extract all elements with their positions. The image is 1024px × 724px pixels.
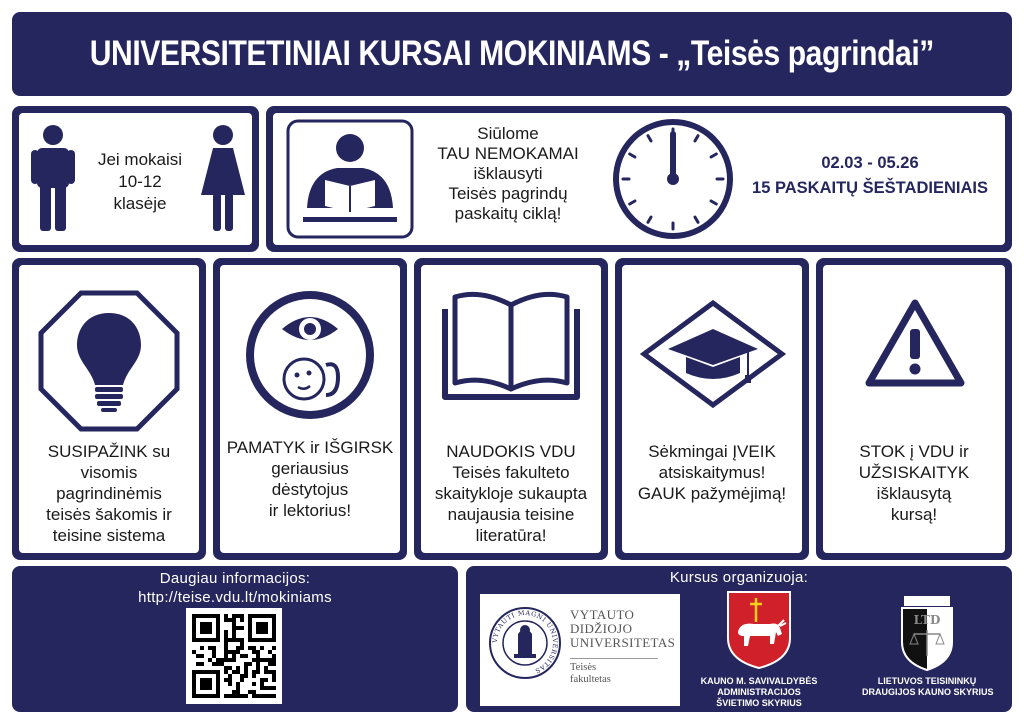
qr-module bbox=[244, 670, 248, 674]
offer-panel bbox=[266, 106, 1012, 252]
qr-module bbox=[260, 682, 264, 686]
qr-module bbox=[248, 690, 252, 694]
info-text bbox=[12, 569, 458, 607]
warning-icon bbox=[863, 297, 967, 389]
qr-module bbox=[272, 654, 276, 658]
card-line: atsiskaitymus! bbox=[658, 463, 766, 482]
qr-module bbox=[268, 658, 272, 662]
qr-module bbox=[232, 638, 236, 642]
ltd-caption bbox=[862, 676, 992, 698]
qr-module bbox=[236, 690, 240, 694]
qr-module bbox=[256, 694, 260, 698]
vdu-divider bbox=[570, 658, 658, 659]
qr-module bbox=[224, 666, 228, 670]
qr-module bbox=[228, 694, 232, 698]
qr-module bbox=[228, 638, 232, 642]
vdu-faculty bbox=[570, 662, 611, 686]
qr-module bbox=[212, 646, 216, 650]
qr-module bbox=[264, 658, 268, 662]
qr-module bbox=[224, 642, 228, 646]
qr-module bbox=[200, 622, 212, 634]
qr-module bbox=[252, 646, 256, 650]
offer-line: paskaitų ciklą! bbox=[454, 204, 562, 223]
qr-module bbox=[232, 650, 236, 654]
vdu-faculty-line: Teisės bbox=[570, 662, 597, 673]
qr-module bbox=[272, 670, 276, 674]
card-see-hear bbox=[213, 258, 407, 560]
qr-module bbox=[260, 658, 264, 662]
vdu-seal-icon bbox=[488, 606, 562, 680]
qr-module bbox=[216, 662, 220, 666]
qr-module bbox=[240, 654, 244, 658]
qr-module bbox=[228, 674, 232, 678]
qr-module bbox=[252, 682, 256, 686]
card-line: visomis bbox=[80, 463, 138, 482]
audience-panel bbox=[12, 106, 259, 252]
qr-module bbox=[224, 654, 228, 658]
qr-module bbox=[244, 666, 248, 670]
ltd-emblem-text: LTD bbox=[913, 613, 941, 627]
card-line: STOK į VDU ir bbox=[859, 442, 969, 461]
qr-module bbox=[236, 686, 240, 690]
male-figure-icon bbox=[31, 123, 75, 233]
qr-module bbox=[236, 638, 240, 642]
qr-module bbox=[256, 650, 260, 654]
qr-module bbox=[232, 626, 236, 630]
card-line: teisine sistema bbox=[52, 526, 166, 545]
qr-module bbox=[268, 694, 272, 698]
qr-module bbox=[196, 654, 200, 658]
qr-module bbox=[228, 678, 232, 682]
qr-module bbox=[224, 646, 228, 650]
ltd-line: DRAUGIJOS KAUNO SKYRIUS bbox=[862, 687, 994, 697]
qr-module bbox=[224, 678, 228, 682]
card-text bbox=[827, 441, 1001, 525]
card-line: dėstytojus bbox=[271, 480, 349, 499]
card-enroll bbox=[816, 258, 1012, 560]
qr-module bbox=[228, 618, 232, 622]
qr-module bbox=[232, 634, 236, 638]
qr-module bbox=[224, 694, 228, 698]
qr-module bbox=[224, 650, 228, 654]
card-line: geriausius bbox=[271, 459, 349, 478]
lightbulb-icon bbox=[37, 289, 181, 433]
schedule-sessions: 15 PASKAITŲ ŠEŠTADIENIAIS bbox=[752, 179, 988, 197]
qr-module bbox=[192, 650, 196, 654]
qr-module bbox=[236, 650, 240, 654]
qr-module bbox=[232, 658, 236, 662]
card-line: Sėkmingai ĮVEIK bbox=[648, 442, 776, 461]
page-title: UNIVERSITETINIAI KURSAI MOKINIAMS - „Teisės pagrindai” bbox=[89, 34, 935, 73]
info-label: Daugiau informacijos: bbox=[159, 570, 311, 587]
qr-module bbox=[236, 682, 240, 686]
vdu-name bbox=[570, 608, 675, 650]
qr-module bbox=[240, 678, 244, 682]
qr-module bbox=[272, 678, 276, 682]
qr-module bbox=[264, 678, 268, 682]
qr-module bbox=[268, 670, 272, 674]
qr-module bbox=[224, 618, 228, 622]
info-panel bbox=[12, 566, 458, 712]
card-line: Teisės fakulteto bbox=[452, 463, 570, 482]
qr-module bbox=[264, 666, 268, 670]
qr-module bbox=[272, 646, 276, 650]
qr-module bbox=[212, 654, 216, 658]
qr-module bbox=[264, 694, 268, 698]
qr-module bbox=[216, 658, 220, 662]
qr-module bbox=[232, 694, 236, 698]
ltd-emblem-icon bbox=[898, 594, 956, 672]
qr-module bbox=[260, 678, 264, 682]
qr-module bbox=[244, 654, 248, 658]
offer-line: Siūlome bbox=[477, 124, 539, 143]
qr-module bbox=[260, 646, 264, 650]
qr-module bbox=[252, 690, 256, 694]
qr-module bbox=[252, 650, 256, 654]
offer-line: TAU NEMOKAMAI bbox=[437, 144, 579, 163]
qr-module bbox=[232, 614, 236, 618]
qr-module bbox=[260, 686, 264, 690]
card-line: kursą! bbox=[890, 505, 938, 524]
card-line: naujausia teisine bbox=[447, 505, 575, 524]
card-library bbox=[414, 258, 608, 560]
card-line: SUSIPAŽINK su bbox=[47, 442, 171, 461]
card-learn bbox=[12, 258, 206, 560]
qr-module bbox=[268, 662, 272, 666]
organizers-panel bbox=[466, 566, 1012, 712]
vdu-name-line: DIDŽIOJO bbox=[570, 621, 633, 636]
audience-line: Jei mokaisi bbox=[97, 150, 183, 169]
kaunas-line: KAUNO M. SAVIVALDYBĖS bbox=[700, 676, 818, 686]
qr-module bbox=[228, 666, 232, 670]
qr-module bbox=[236, 670, 240, 674]
ltd-line: LIETUVOS TEISININKŲ bbox=[877, 676, 977, 686]
graduation-cap-icon bbox=[640, 299, 786, 409]
qr-module bbox=[256, 658, 260, 662]
qr-module bbox=[252, 694, 256, 698]
qr-module bbox=[256, 670, 260, 674]
qr-module bbox=[268, 686, 272, 690]
card-line: UŽSISKAITYK bbox=[858, 463, 970, 482]
kaunas-line: ADMINISTRACIJOS bbox=[717, 687, 801, 697]
qr-module bbox=[244, 674, 248, 678]
card-line: pagrindinėmis bbox=[56, 484, 162, 503]
qr-module bbox=[240, 642, 244, 646]
qr-module bbox=[224, 614, 228, 618]
card-text bbox=[23, 441, 195, 546]
qr-module bbox=[252, 658, 256, 662]
qr-module bbox=[200, 678, 212, 690]
info-url-link[interactable]: http://teise.vdu.lt/mokiniams bbox=[138, 589, 332, 606]
qr-module bbox=[248, 662, 252, 666]
qr-module bbox=[236, 626, 240, 630]
qr-module bbox=[232, 630, 236, 634]
qr-module bbox=[260, 694, 264, 698]
vdu-logo bbox=[480, 594, 680, 706]
qr-module bbox=[224, 658, 228, 662]
card-certificate bbox=[615, 258, 809, 560]
qr-module bbox=[248, 646, 252, 650]
qr-module bbox=[244, 662, 248, 666]
qr-module bbox=[272, 686, 276, 690]
qr-module bbox=[264, 670, 268, 674]
qr-module bbox=[240, 618, 244, 622]
qr-module bbox=[240, 646, 244, 650]
qr-module bbox=[220, 662, 224, 666]
vdu-seal-text: VYTAUTI MAGNI UNIVERSITAS bbox=[490, 608, 560, 676]
vdu-name-line: UNIVERSITETAS bbox=[570, 635, 676, 650]
qr-module bbox=[212, 650, 216, 654]
qr-module bbox=[208, 658, 212, 662]
female-figure-icon bbox=[199, 123, 247, 233]
qr-module bbox=[228, 658, 232, 662]
card-text bbox=[425, 441, 597, 546]
qr-module bbox=[232, 690, 236, 694]
qr-module bbox=[236, 614, 240, 618]
qr-module bbox=[264, 686, 268, 690]
qr-module bbox=[232, 622, 236, 626]
qr-module bbox=[208, 646, 212, 650]
qr-module bbox=[196, 662, 200, 666]
qr-module bbox=[220, 658, 224, 662]
audience-line: 10-12 bbox=[118, 172, 162, 191]
qr-module bbox=[232, 670, 236, 674]
qr-module bbox=[272, 674, 276, 678]
reader-icon bbox=[285, 118, 415, 240]
qr-module bbox=[272, 694, 276, 698]
open-book-icon bbox=[441, 287, 581, 407]
card-line: NAUDOKIS VDU bbox=[446, 442, 576, 461]
kaunas-caption bbox=[698, 676, 820, 709]
qr-module bbox=[200, 654, 204, 658]
vdu-faculty-line: fakultetas bbox=[570, 674, 611, 685]
qr-module bbox=[224, 670, 228, 674]
qr-module bbox=[240, 674, 244, 678]
qr-module bbox=[240, 614, 244, 618]
card-line: skaitykloje sukaupta bbox=[434, 484, 588, 503]
card-line: PAMATYK ir IŠGIRSK bbox=[226, 438, 394, 457]
qr-module bbox=[228, 682, 232, 686]
qr-module bbox=[228, 650, 232, 654]
qr-module bbox=[232, 618, 236, 622]
kaunas-line: ŠVIETIMO SKYRIUS bbox=[716, 698, 802, 708]
qr-module bbox=[268, 650, 272, 654]
vdu-name-line: VYTAUTO bbox=[570, 607, 635, 622]
qr-module bbox=[236, 694, 240, 698]
qr-module bbox=[236, 646, 240, 650]
qr-module bbox=[240, 638, 244, 642]
card-line: išklausytą bbox=[876, 484, 952, 503]
organizers-label: Kursus organizuoja: bbox=[669, 569, 809, 586]
qr-module bbox=[252, 670, 256, 674]
card-line: GAUK pažymėjimą! bbox=[637, 484, 787, 503]
qr-module bbox=[252, 674, 256, 678]
qr-module bbox=[224, 634, 228, 638]
card-line: literatūra! bbox=[475, 526, 547, 545]
eye-ear-icon bbox=[242, 287, 378, 423]
qr-module bbox=[256, 622, 268, 634]
qr-module bbox=[244, 694, 248, 698]
qr-module bbox=[256, 654, 260, 658]
offer-text bbox=[423, 124, 593, 224]
offer-line: Teisės pagrindų bbox=[448, 184, 568, 203]
qr-module bbox=[200, 646, 204, 650]
schedule-text bbox=[741, 151, 999, 201]
title-banner bbox=[12, 12, 1012, 96]
qr-code-image bbox=[192, 614, 276, 698]
qr-module bbox=[256, 666, 260, 670]
qr-module bbox=[232, 654, 236, 658]
qr-module bbox=[272, 662, 276, 666]
audience-text bbox=[77, 149, 203, 215]
qr-module bbox=[236, 666, 240, 670]
clock-icon bbox=[611, 117, 735, 241]
qr-module bbox=[256, 662, 260, 666]
qr-module bbox=[224, 638, 228, 642]
qr-module bbox=[212, 662, 216, 666]
qr-module bbox=[224, 630, 228, 634]
schedule-dates: 02.03 - 05.26 bbox=[821, 154, 919, 172]
card-text bbox=[224, 437, 396, 521]
qr-module bbox=[272, 658, 276, 662]
qr-module bbox=[240, 694, 244, 698]
card-line: ir lektorius! bbox=[268, 501, 352, 520]
qr-code[interactable] bbox=[186, 608, 282, 704]
qr-module bbox=[240, 626, 244, 630]
kaunas-coat-of-arms-icon bbox=[724, 588, 794, 672]
card-line: teisės šakomis ir bbox=[46, 505, 172, 524]
audience-line: klasėje bbox=[113, 194, 167, 213]
offer-line: išklausyti bbox=[473, 164, 543, 183]
card-text bbox=[626, 441, 798, 504]
qr-module bbox=[200, 662, 204, 666]
